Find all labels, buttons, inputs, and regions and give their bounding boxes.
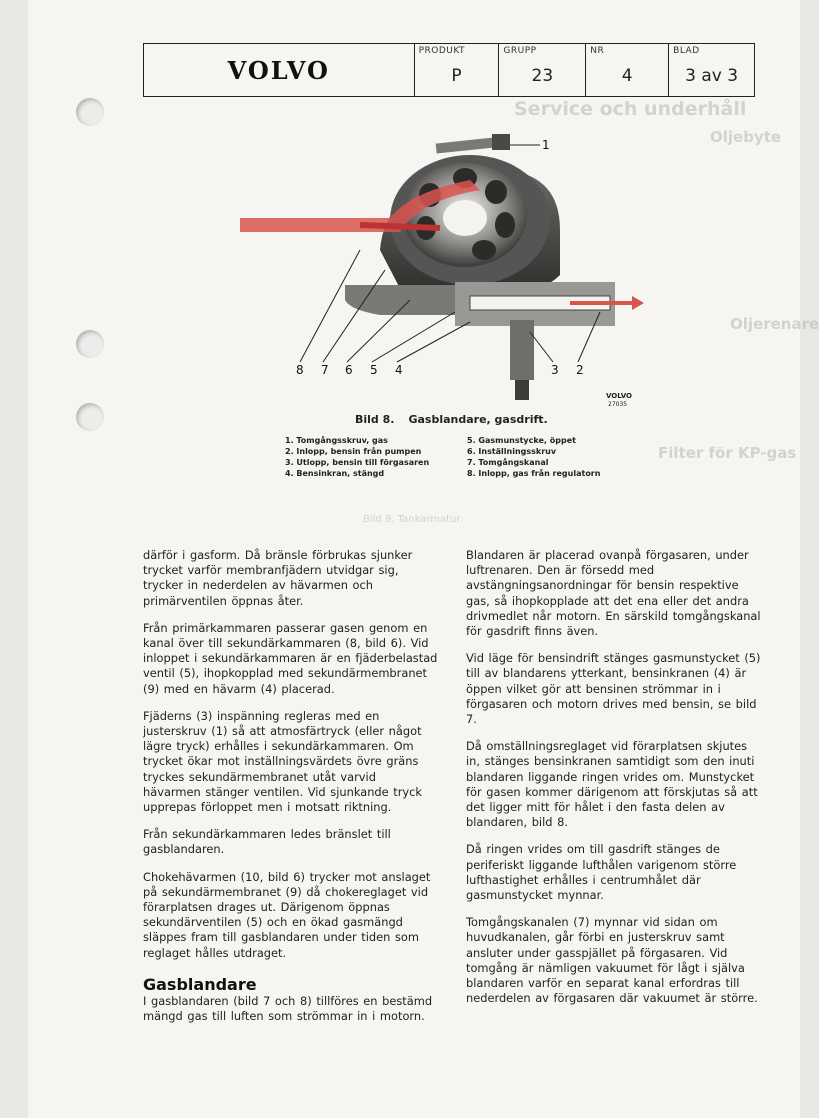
header-cell-produkt [415,44,500,96]
body-paragraph: Då omställningsreglaget vid förarplatsen skjutes in, stänges bensinkranen samtidigt som den inuti blandaren liggande ringen vrides om. Munstycket för gasen kommer därigenom att förskjutas så att det ligger mitt för hålet i den fasta delen av blandaren, bild 8. [466,739,758,830]
callout-number: 8 [296,363,304,377]
bleed-caption: Bild 9. Tankarmatur. [363,514,463,525]
legend-item: 4. Bensinkran, stängd [285,469,385,478]
callout-number: 5 [370,363,378,377]
body-paragraph: Då ringen vrides om till gasdrift stänges de periferiskt liggande lufthålen varigenom större lufthastighet erhålles i centrumhålet där gasmunstycket mynnar. [466,842,737,903]
body-paragraph: därför i gasform. Då bränsle förbrukas sjunker trycket varför membranfjädern utvidgar sig, trycker in nederdelen av hävarmen och primärventilen öppnas åter. [143,548,413,608]
callout-number: 2 [576,363,584,377]
callout-number: 4 [395,363,403,377]
body-paragraph: I gasblandaren (bild 7 och 8) tillföres en bestämd mängd gas till luften som strömmar in i motorn. [143,994,433,1024]
header-value: 23 [531,66,554,86]
legend-item: 6. Inställningsskruv [467,447,557,456]
left-text-column [143,548,438,1036]
bleed-heading: Oljerenare [730,315,819,333]
gas-mixer-illustration [240,100,680,410]
volvo-logo: VOLVO [227,55,330,85]
callout-number: 3 [551,363,559,377]
punch-hole [76,330,104,358]
body-paragraph: Tomgångskanalen (7) mynnar vid sidan om huvudkanalen, går förbi en justerskruv samt ansluter under gasspjället på förgasaren. Vid tomgång är nämligen vakuumet för lågt i själva blandaren varför en separat kanal erfordras till nederdelen av förgasaren där vakuumet är större. [466,915,758,1006]
header-value: 3 av 3 [685,66,739,86]
header-label: GRUPP [503,46,537,56]
body-paragraph: Från primärkammaren passerar gasen genom en kanal över till sekundärkammaren (8, bild 6). Vid inloppet i sekundärkammaren är en fjäderbelastad ventil (5), ihopkopplad med sekundärmembranet (9) med en hävarm (4) placerad. [143,620,438,696]
legend-item: 3. Utlopp, bensin till förgasaren [285,458,430,467]
idle-channel [360,225,440,228]
legend-item: 5. Gasmunstycke, öppet [467,436,576,445]
header-label: BLAD [673,46,700,56]
header-value: 4 [621,66,633,86]
section-heading: Gasblandare [143,974,257,994]
body-paragraph: Blandaren är placerad ovanpå förgasaren, under luftrenaren. Den är försedd med avstängningsanordningar för bensin respektive gas, så ihopkopplade att det ena eller det andra drivmedlet når motorn. En särskild tomgångskanal för gasdrift finns även. [466,548,761,639]
idle-screw-head [492,134,510,150]
legend-item: 7. Tomgångskanal [467,458,549,467]
bleed-heading: Service och underhåll [514,98,747,120]
logo-cell [144,44,415,96]
body-paragraph: Från sekundärkammaren ledes bränslet till gasblandaren. [143,827,391,857]
legend-item: 2. Inlopp, bensin från pumpen [285,447,422,456]
header-label: NR [590,46,605,56]
body-paragraph: Vid läge för bensindrift stänges gasmunstycket (5) till av blandarens ytterkant, bensinkranen (4) är öppen vilket gör att bensinen strömmar in i förgasaren och motorn drives med bensin, se bild 7. [466,651,761,727]
plate-brand: VOLVO [606,392,632,400]
figure-caption [355,413,548,426]
center-hole [443,200,487,236]
body-paragraph: Fjäderns (3) inspänning regleras med en justerskruv (1) så att atmosfärtryck (eller något lägre tryck) erhålles i sekundärkammaren. Om trycket ökar mot inställningsvärdets övre gräns tryckes sekundärmembranet utåt varvid hävarmen stänger ventilen. Vid sjunkande tryck upprepas förloppet men i motsatt riktning. [143,708,423,815]
legend-item: 8. Inlopp, gas från regulatorn [467,469,601,478]
body-paragraph: Chokehävarmen (10, bild 6) trycker mot anslaget på sekundärmembranet (9) då chokereglaget vid förarplatsen drages ut. Därigenom öppnas sekundärventilen (5) och en ökad gasmängd släppes fram till gasblandaren under tiden som reglaget hålles utdraget. [143,869,431,960]
callout-number: 6 [345,363,353,377]
header-cell-blad [669,44,754,96]
outlet-nipple [515,380,529,400]
caption-number: Bild 8. [355,413,395,426]
header-value: P [451,66,462,86]
callout-number: 7 [321,363,329,377]
bleed-heading: Filter för KP-gas [658,444,797,462]
legend-item: 1. Tomgångsskruv, gas [285,436,388,445]
arrow-head [632,296,644,310]
bleed-heading: Oljebyte [710,128,782,146]
document-header [143,43,755,97]
caption-text: Gasblandare, gasdrift. [408,413,548,426]
right-text-column [466,548,761,1018]
header-label: PRODUKT [418,46,466,56]
punch-hole [76,403,104,431]
plate-number: 27035 [608,401,628,408]
header-cell-nr [586,44,669,96]
callout-number: 1 [542,138,550,152]
punch-hole [76,98,104,126]
fuel-outlet [510,320,534,380]
header-cell-grupp [499,44,586,96]
figure-legend [285,436,645,478]
